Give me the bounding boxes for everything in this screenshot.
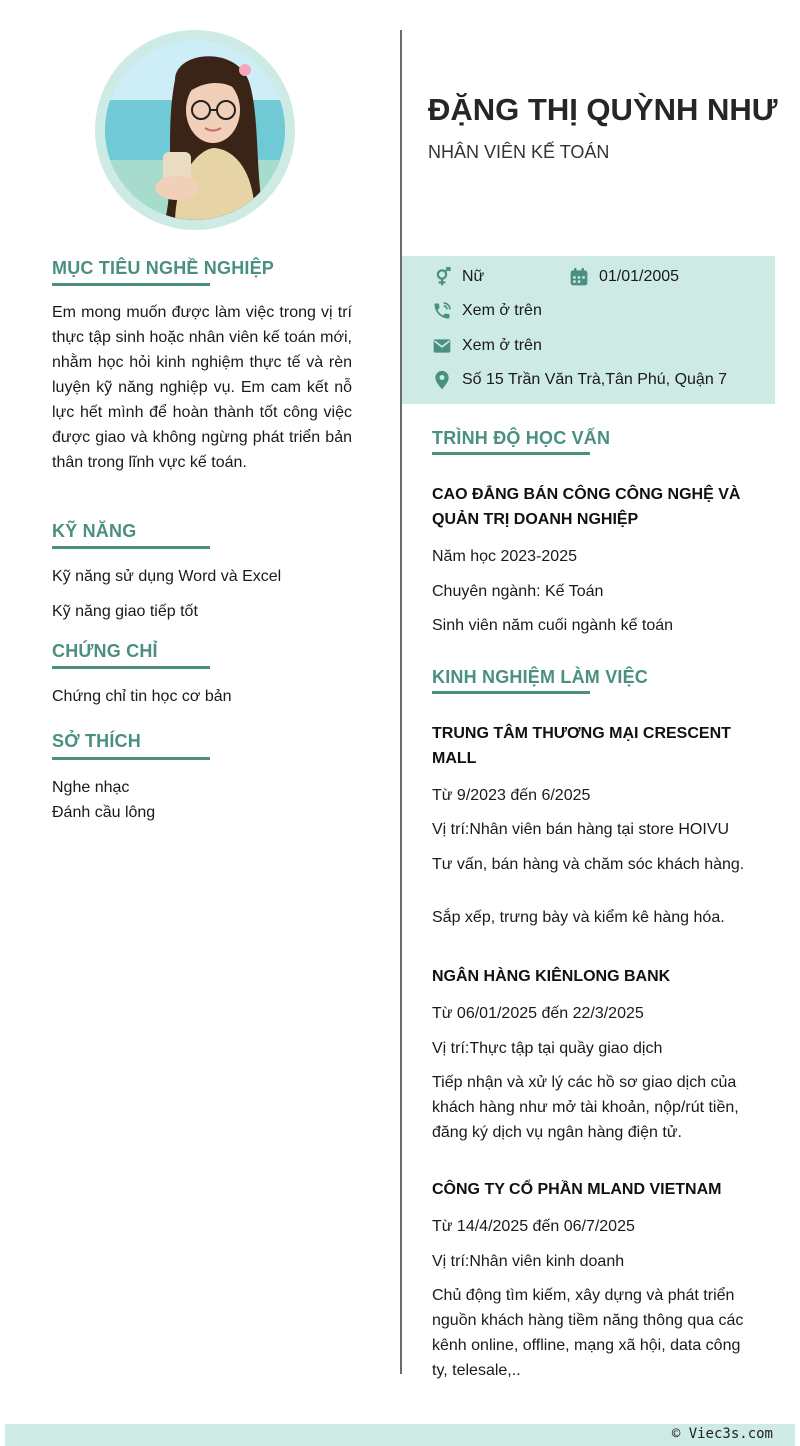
hobbies-underline <box>52 757 210 760</box>
hobby-item: Đánh cầu lông <box>52 804 156 821</box>
job-title: NHÂN VIÊN KẾ TOÁN <box>428 142 610 162</box>
mail-icon <box>432 336 452 356</box>
email-row <box>432 336 542 356</box>
job-period: Từ 14/4/2025 đến 06/7/2025 <box>432 1218 635 1235</box>
job-description: Tư vấn, bán hàng và chăm sóc khách hàng. <box>432 856 745 873</box>
hobby-item: Nghe nhạc <box>52 779 130 796</box>
contact-panel <box>402 256 775 404</box>
job-description: Sắp xếp, trưng bày và kiểm kê hàng hóa. <box>432 909 725 926</box>
column-divider <box>400 30 402 1374</box>
objective-text: Em mong muốn được làm việc trong vị trí thực tập sinh hoặc nhân viên kế toán mới, nhằm học hỏi kinh nghiệm thực tế và rèn luyện kỹ năng nghiệp vụ. Em cam kết nỗ lực hết mình để hoàn thành tốt công việc được giao và không ngừng phát triển bản thân trong lĩnh vực kế toán. <box>52 304 352 471</box>
phone-icon <box>432 301 452 321</box>
avatar <box>95 30 295 230</box>
education-note: Sinh viên năm cuối ngành kế toán <box>432 617 674 634</box>
footer-bar <box>5 1424 795 1446</box>
job-company: CÔNG TY CỔ PHẦN MLAND VIETNAM <box>432 1181 722 1198</box>
birthdate-row <box>569 267 679 287</box>
job-position: Vị trí:Thực tập tại quầy giao dịch <box>432 1040 663 1057</box>
birthdate-value: 01/01/2005 <box>599 268 680 285</box>
skills-underline <box>52 546 210 549</box>
experience-title: KINH NGHIỆM LÀM VIỆC <box>432 667 649 687</box>
certificates-underline <box>52 666 210 669</box>
skill-item: Kỹ năng giao tiếp tốt <box>52 603 198 620</box>
email-value: Xem ở trên <box>462 337 542 354</box>
objective-title: MỤC TIÊU NGHỀ NGHIỆP <box>52 258 275 278</box>
job-company: TRUNG TÂM THƯƠNG MẠI CRESCENT MALL <box>432 725 731 767</box>
skills-title: KỸ NĂNG <box>52 521 137 541</box>
objective-underline <box>52 283 210 286</box>
experience-underline <box>432 691 590 694</box>
job-company: NGÂN HÀNG KIÊNLONG BANK <box>432 968 671 985</box>
calendar-icon <box>569 267 589 287</box>
school-name: CAO ĐẲNG BÁN CÔNG CÔNG NGHỆ VÀ QUẢN TRỊ DOANH NGHIỆP <box>432 486 741 528</box>
job-period: Từ 06/01/2025 đến 22/3/2025 <box>432 1005 644 1022</box>
skill-item: Kỹ năng sử dụng Word và Excel <box>52 568 282 585</box>
job-description: Chủ động tìm kiếm, xây dựng và phát triển nguồn khách hàng tiềm năng thông qua các kênh online, offline, mạng xã hội, data công ty, telesale,.. <box>432 1287 744 1379</box>
location-pin-icon <box>432 370 452 390</box>
gender-row <box>432 267 484 287</box>
certificates-title: CHỨNG CHỈ <box>52 641 158 661</box>
address-row <box>432 370 727 390</box>
job-position: Vị trí:Nhân viên bán hàng tại store HOIVU <box>432 821 730 838</box>
job-position: Vị trí:Nhân viên kinh doanh <box>432 1253 625 1270</box>
phone-row <box>432 301 542 321</box>
footer-credit: © Viec3s.com <box>671 1426 773 1442</box>
gender-icon <box>432 267 452 287</box>
education-underline <box>432 452 590 455</box>
education-major: Chuyên ngành: Kế Toán <box>432 583 604 600</box>
job-description: Tiếp nhận và xử lý các hồ sơ giao dịch của khách hàng như mở tài khoản, nộp/rút tiền, đăng ký dịch vụ ngân hàng điện tử. <box>432 1074 739 1141</box>
education-years: Năm học 2023-2025 <box>432 548 577 565</box>
gender-value: Nữ <box>462 268 485 285</box>
certificate-item: Chứng chỉ tin học cơ bản <box>52 688 232 705</box>
portrait-illustration <box>105 40 285 220</box>
address-value: Số 15 Trần Văn Trà,Tân Phú, Quận 7 <box>462 371 728 388</box>
hobbies-title: SỞ THÍCH <box>52 731 141 751</box>
education-title: TRÌNH ĐỘ HỌC VẤN <box>432 428 611 448</box>
candidate-name: ĐẶNG THỊ QUỲNH NHƯ <box>428 92 778 127</box>
portrait-photo <box>105 40 285 220</box>
phone-value: Xem ở trên <box>462 302 542 319</box>
job-period: Từ 9/2023 đến 6/2025 <box>432 787 591 804</box>
